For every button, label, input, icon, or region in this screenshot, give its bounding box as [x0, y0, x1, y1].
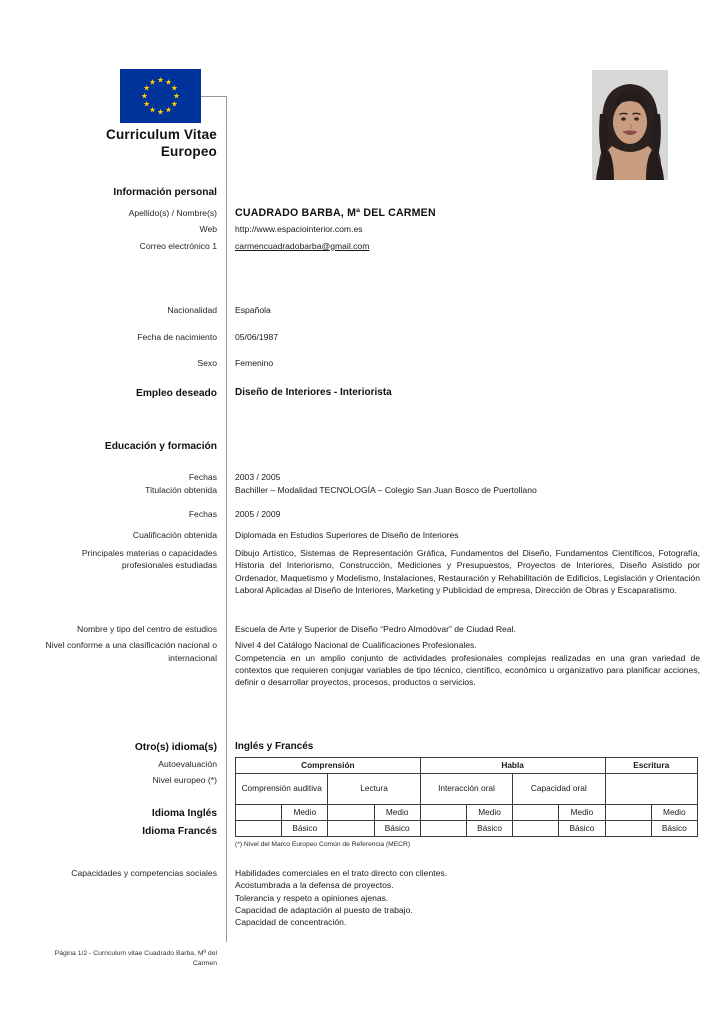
languages-other — [40, 741, 700, 754]
header-rule-stub — [201, 96, 227, 97]
languages-row-label-english: Idioma Inglés — [151, 807, 217, 819]
field-birthdate — [40, 331, 700, 343]
list-item: Habilidades comerciales en el trato directo con clientes. — [235, 867, 448, 878]
education-level — [40, 639, 700, 689]
table-row — [236, 804, 698, 820]
table-cell-code-english-2 — [420, 804, 466, 820]
education-entry1-dates-label: Fechas — [188, 472, 217, 483]
education-entry2-subjects — [40, 547, 700, 597]
section-education — [40, 440, 700, 453]
field-birthdate-value: 05/06/1987 — [235, 331, 279, 342]
languages-table — [235, 757, 698, 837]
table-header-comprension: Comprensión — [236, 757, 421, 773]
table-cell-code-french-2 — [420, 820, 466, 836]
languages-footnote: (*) Nivel del Marco Europeo Común de Referencia (MECR) — [235, 840, 411, 848]
education-center — [40, 623, 700, 635]
table-subheader-escritura-blank — [605, 773, 698, 804]
table-cell-english-escritura: Medio — [651, 804, 697, 820]
education-entry2-dates-label: Fechas — [188, 509, 217, 520]
table-cell-code-english-3 — [513, 804, 559, 820]
section-social-skills — [40, 867, 700, 929]
page-title-line1: Curriculum Vitae — [106, 127, 217, 142]
social-skills-label: Capacidades y competencias sociales — [71, 867, 217, 878]
table-cell-english-interaccion-oral: Medio — [466, 804, 512, 820]
education-level-value-line2: Competencia en un amplio conjunto de actividades profesionales complejas realizadas en una gran variedad de contextos que requieren conjugar variables de tipo técnico, científico, económico u organizativo para planificar acciones, definir o desarrollar proyectos, procesos, productos o servicios. — [235, 652, 700, 688]
page-footer: Página 1/2 - Curriculum vitae Cuadrado Barba, Mª del Carmen — [54, 950, 217, 967]
education-center-value: Escuela de Arte y Superior de Diseño “Pedro Almodóvar” de Ciudad Real. — [235, 623, 516, 634]
table-row — [236, 820, 698, 836]
table-subheader-lectura: Lectura — [328, 773, 420, 804]
languages-other-value: Inglés y Francés — [235, 740, 314, 752]
languages-selfassessment-label: Autoevaluación — [158, 758, 217, 769]
page-title — [40, 126, 217, 160]
field-name — [40, 207, 700, 219]
table-row-sub-headers — [236, 773, 698, 804]
desired-job-value: Diseño de Interiores - Interiorista — [235, 387, 392, 399]
languages-row-label-french: Idioma Francés — [142, 825, 217, 837]
table-cell-code-french-0 — [236, 820, 282, 836]
education-entry2-dates — [40, 508, 700, 520]
field-nationality-value: Española — [235, 305, 271, 316]
section-heading-education: Educación y formación — [104, 441, 217, 453]
field-birthdate-label: Fecha de nacimiento — [137, 331, 217, 342]
table-cell-code-french-4 — [605, 820, 651, 836]
table-cell-french-lectura: Básico — [374, 820, 420, 836]
list-item: Tolerancia y respeto a opiniones ajenas. — [235, 892, 389, 903]
education-entry2-subjects-value: Dibujo Artístico, Sistemas de Representación Gráfica, Fundamentos del Diseño, Fundamentos Científicos, Fotografía, Historia del Interiorismo, Construcción, Mediciones y Presupuestos, Proyectos de Interiores, Diseño Asistido por Ordenador, Maquetismo y Modelismo, Instalaciones, Restauración y Rehabilitación de Edificios, Legislación y Orientación Laboral Aplicadas al Diseño de Interiores, Marketing y Publicidad de empresa, Dirección de Obras y Escaparatismo. — [235, 548, 700, 596]
table-cell-english-capacidad-oral: Medio — [559, 804, 605, 820]
education-entry1-title-value: Bachiller – Modalidad TECNOLOGÍA – Colegio San Juan Bosco de Puertollano — [235, 484, 537, 495]
table-cell-code-english-4 — [605, 804, 651, 820]
education-entry1-title — [40, 484, 700, 496]
table-cell-code-english-1 — [328, 804, 374, 820]
education-level-value-line1: Nivel 4 del Catálogo Nacional de Cualificaciones Profesionales. — [235, 640, 477, 651]
eu-flag-icon — [120, 69, 201, 123]
education-entry2-dates-value: 2005 / 2009 — [235, 509, 281, 520]
table-cell-code-french-1 — [328, 820, 374, 836]
table-cell-french-capacidad-oral: Básico — [559, 820, 605, 836]
field-nationality-label: Nacionalidad — [167, 305, 217, 316]
education-entry1-dates — [40, 471, 700, 483]
table-subheader-comprension-auditiva: Comprensión auditiva — [236, 773, 328, 804]
email-link[interactable]: carmencuadradobarba@gmail.com — [235, 240, 370, 251]
field-email-label: Correo electrónico 1 — [139, 240, 217, 251]
table-cell-french-escritura: Básico — [651, 820, 697, 836]
languages-table-block — [40, 754, 700, 849]
field-sex — [40, 357, 700, 369]
field-nationality — [40, 304, 700, 316]
education-entry1-dates-value: 2003 / 2005 — [235, 472, 281, 483]
section-desired-job — [40, 387, 700, 400]
education-entry2-subjects-label: Principales materias o capacidades profesionales estudiadas — [81, 548, 217, 571]
education-entry2-qualification — [40, 529, 700, 541]
table-header-escritura: Escritura — [605, 757, 698, 773]
table-cell-french-comprension-auditiva: Básico — [282, 820, 328, 836]
list-item: Acostumbrada a la defensa de proyectos. — [235, 880, 394, 891]
field-name-value: CUADRADO BARBA, Mª DEL CARMEN — [235, 207, 436, 219]
table-subheader-capacidad-oral: Capacidad oral — [513, 773, 605, 804]
education-level-label: Nivel conforme a una clasificación nacional o internacional — [45, 640, 217, 663]
field-sex-value: Femenino — [235, 358, 274, 369]
list-item: Capacidad de adaptación al puesto de trabajo. — [235, 904, 413, 915]
field-web — [40, 223, 700, 235]
field-email — [40, 240, 700, 252]
table-cell-code-french-3 — [513, 820, 559, 836]
table-cell-english-comprension-auditiva: Medio — [282, 804, 328, 820]
languages-other-label: Otro(s) idioma(s) — [134, 741, 217, 753]
web-link[interactable]: http://www.espaciointerior.com.es — [235, 224, 363, 235]
section-heading-personal: Información personal — [113, 187, 217, 198]
languages-europeanlevel-label: Nivel europeo (*) — [152, 775, 217, 786]
education-center-label: Nombre y tipo del centro de estudios — [77, 623, 217, 634]
desired-job-label: Empleo deseado — [136, 388, 217, 400]
table-subheader-interaccion-oral: Interacción oral — [420, 773, 512, 804]
page-title-line2: Europeo — [160, 144, 217, 159]
field-sex-label: Sexo — [197, 358, 217, 369]
applicant-photo — [592, 70, 668, 180]
table-row-group-headers — [236, 757, 698, 773]
section-personal-info — [40, 186, 700, 199]
field-web-label: Web — [199, 224, 217, 235]
education-entry1-title-label: Titulación obtenida — [145, 484, 217, 495]
table-header-habla: Habla — [420, 757, 605, 773]
table-cell-english-lectura: Medio — [374, 804, 420, 820]
table-cell-code-english-0 — [236, 804, 282, 820]
education-entry2-qualification-label: Cualificación obtenida — [132, 529, 217, 540]
education-entry2-qualification-value: Diplomada en Estudios Superiores de Diseño de Interiores — [235, 529, 459, 540]
table-cell-french-interaccion-oral: Básico — [466, 820, 512, 836]
list-item: Capacidad de concentración. — [235, 917, 347, 928]
field-name-label: Apellido(s) / Nombre(s) — [128, 208, 217, 218]
